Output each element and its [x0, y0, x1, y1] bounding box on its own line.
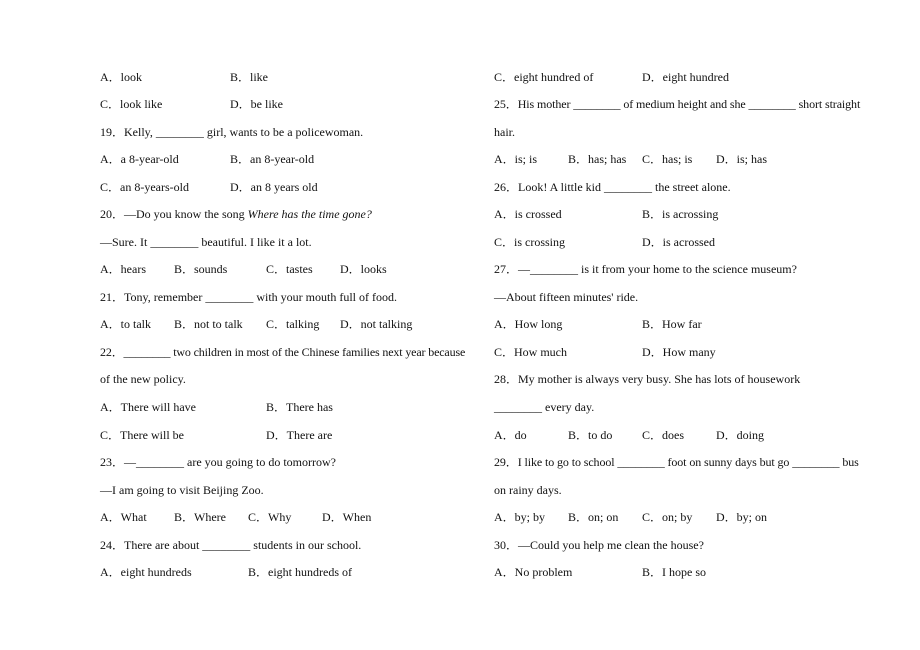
option-d: D．an 8 years old	[230, 180, 318, 194]
option-a: A．look	[100, 70, 143, 84]
option-d: D．When	[322, 510, 372, 524]
option-a: A．eight hundreds	[100, 565, 192, 579]
option-c: C．talking	[266, 317, 320, 331]
option-d: D．doing	[716, 428, 765, 442]
option-b: B．I hope so	[642, 565, 706, 579]
option-d: D．eight hundred	[642, 70, 729, 84]
option-d: D．looks	[340, 262, 387, 276]
question-25-cont: hair.	[494, 125, 515, 139]
question-20	[100, 206, 372, 222]
option-c: C．How much	[494, 345, 567, 359]
question-28: 28．My mother is always very busy. She has lots of housework	[494, 372, 801, 386]
option-a: A．a 8-year-old	[100, 152, 179, 166]
question-23: 23．—________ are you going to do tomorrow?	[100, 455, 336, 469]
option-c: C．tastes	[266, 262, 313, 276]
question-29: 29．I like to go to school ________ foot on sunny days but go ________ bus	[494, 455, 859, 469]
option-b: B．There has	[266, 400, 333, 414]
option-c: C．eight hundred of	[494, 70, 594, 84]
option-d: D．not talking	[340, 317, 413, 331]
option-a: A．hears	[100, 262, 146, 276]
option-c: C．has; is	[642, 152, 693, 166]
question-23-reply: —I am going to visit Beijing Zoo.	[100, 483, 264, 497]
option-c: C．look like	[100, 97, 163, 111]
question-28-cont: ________ every day.	[494, 400, 595, 414]
option-a: A．by; by	[494, 510, 546, 524]
option-c: C．is crossing	[494, 235, 566, 249]
option-a: A．is; is	[494, 152, 538, 166]
option-b: B．How far	[642, 317, 702, 331]
option-b: B．like	[230, 70, 268, 84]
option-b: B．eight hundreds of	[248, 565, 352, 579]
option-b: B．Where	[174, 510, 226, 524]
question-22: 22．________ two children in most of the Chinese families next year because	[100, 345, 466, 359]
question-19: 19．Kelly, ________ girl, wants to be a policewoman.	[100, 125, 364, 139]
option-a: A．to talk	[100, 317, 151, 331]
question-29-cont: on rainy days.	[494, 483, 562, 497]
option-a: A．is crossed	[494, 207, 562, 221]
question-24: 24．There are about ________ students in our school.	[100, 538, 362, 552]
song-title: Where has the time gone?	[247, 207, 372, 221]
option-b: B．an 8-year-old	[230, 152, 315, 166]
question-21: 21．Tony, remember ________ with your mouth full of food.	[100, 290, 398, 304]
option-b: B．not to talk	[174, 317, 243, 331]
option-b: B．sounds	[174, 262, 228, 276]
option-c: C．Why	[248, 510, 292, 524]
question-27-reply: —About fifteen minutes' ride.	[494, 290, 639, 304]
question-26: 26．Look! A little kid ________ the street alone.	[494, 180, 731, 194]
option-d: D．be like	[230, 97, 283, 111]
option-d: D．How many	[642, 345, 716, 359]
question-22-cont: of the new policy.	[100, 372, 186, 386]
option-c: C．an 8-years-old	[100, 180, 189, 194]
option-a: A．How long	[494, 317, 563, 331]
option-c: C．There will be	[100, 428, 184, 442]
question-27: 27．—________ is it from your home to the science museum?	[494, 262, 797, 276]
option-b: B．to do	[568, 428, 613, 442]
option-d: D．There are	[266, 428, 333, 442]
option-a: A．There will have	[100, 400, 196, 414]
option-d: D．is acrossed	[642, 235, 715, 249]
option-d: D．is; has	[716, 152, 768, 166]
option-a: A．do	[494, 428, 527, 442]
option-b: B．is acrossing	[642, 207, 719, 221]
question-25: 25．His mother ________ of medium height and she ________ short straight	[494, 97, 861, 111]
question-30: 30．—Could you help me clean the house?	[494, 538, 704, 552]
option-b: B．on; on	[568, 510, 619, 524]
option-a: A．No problem	[494, 565, 573, 579]
option-d: D．by; on	[716, 510, 768, 524]
option-b: B．has; has	[568, 152, 627, 166]
option-c: C．does	[642, 428, 685, 442]
question-20-text: 20．—Do you know the song	[100, 207, 248, 221]
option-c: C．on; by	[642, 510, 693, 524]
option-a: A．What	[100, 510, 147, 524]
question-20-reply: —Sure. It ________ beautiful. I like it a lot.	[100, 235, 312, 249]
